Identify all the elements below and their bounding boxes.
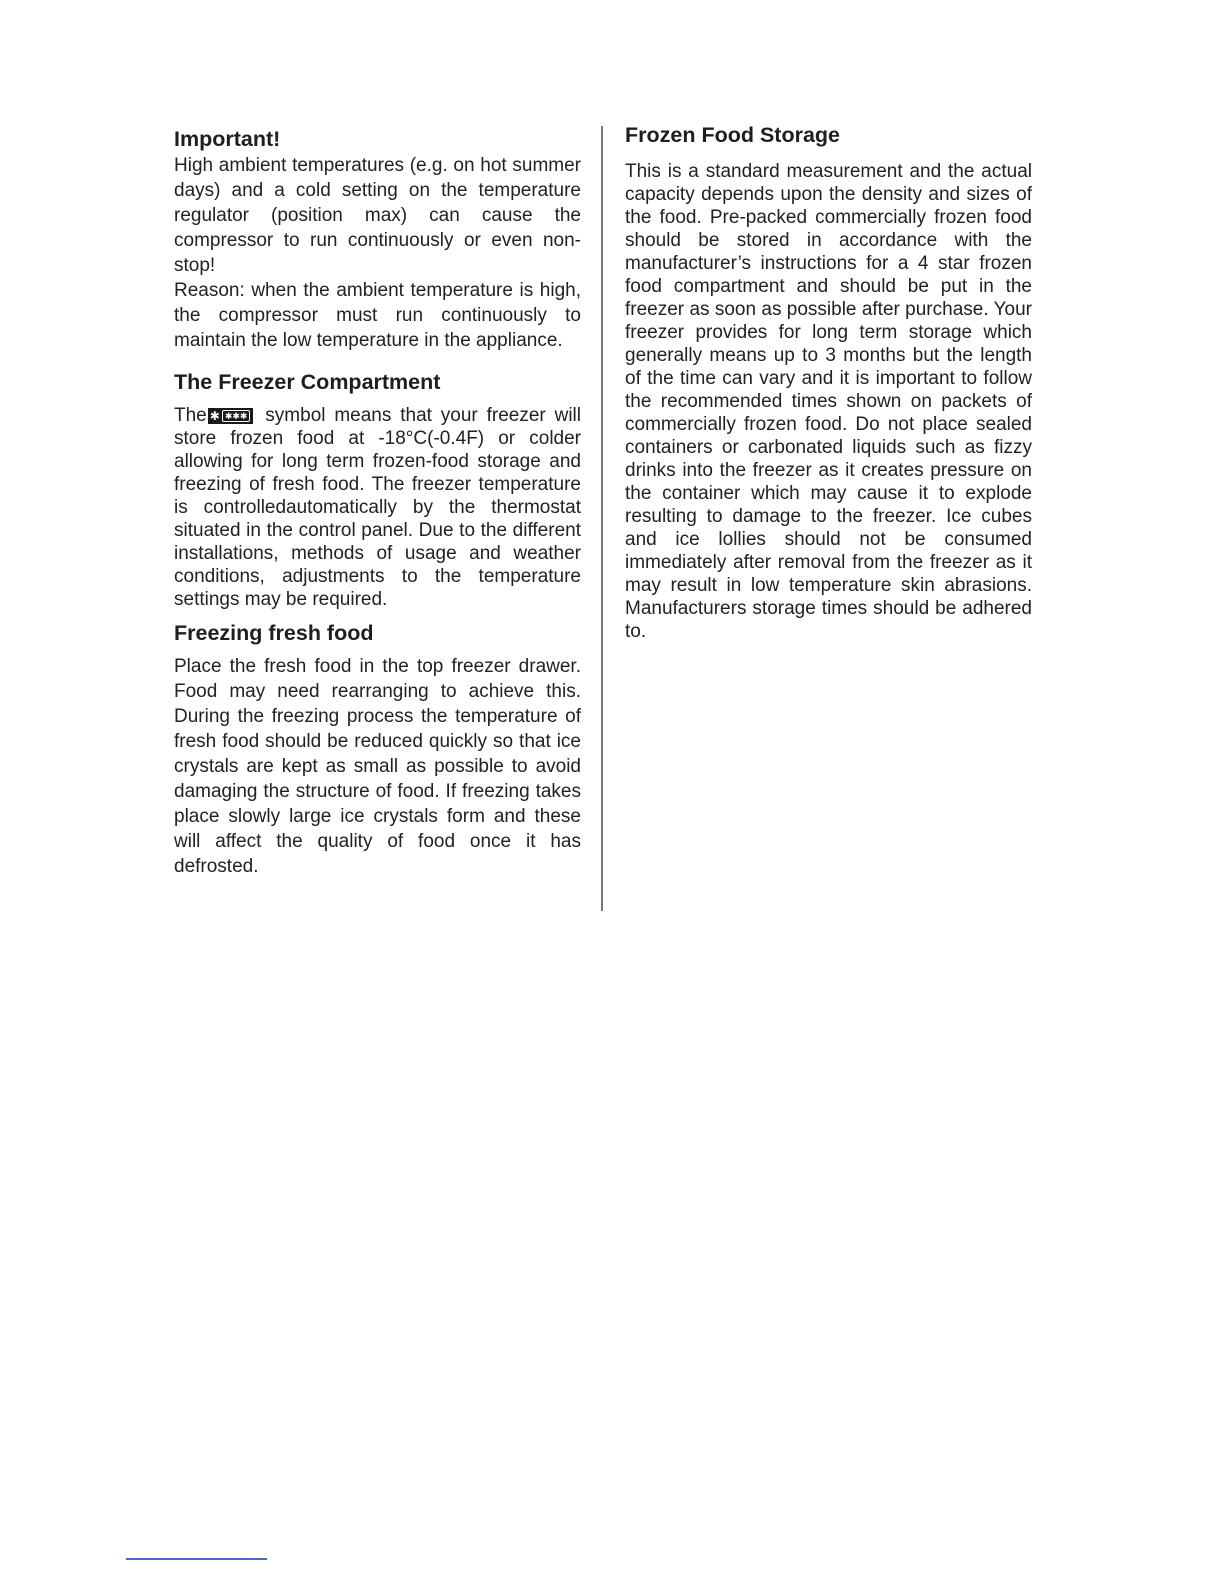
freezer-compartment-heading: The Freezer Compartment (174, 370, 441, 394)
column-divider (601, 126, 603, 911)
important-heading: Important! (174, 127, 281, 151)
freezer-compartment-paragraph (174, 404, 581, 611)
three-stars-icon: ✱✱✱ (222, 410, 251, 422)
compartment-text-rest: symbol means that your freezer will store frozen food at -18°C(-0.4F) or colder allowing for long term frozen-food storage and freezing of fresh food. The freezer temperature is controlledautomatically by the thermostat situated in the control panel. Due to the different installations, methods of usage and weather conditions, adjustments to the temperature settings may be required. (174, 405, 581, 610)
compartment-text-start: The (174, 405, 207, 426)
four-star-freezer-icon (208, 408, 254, 424)
reason-paragraph: Reason: when the ambient temperature is high, the compressor must run continuously to maintain the low temperature in the appliance. (174, 280, 581, 351)
right-column (625, 120, 1032, 643)
important-paragraph: High ambient temperatures (e.g. on hot summer days) and a cold setting on the temperature regulator (position max) can cause the compressor to run continuously or even non-stop! (174, 155, 581, 276)
left-column (174, 120, 581, 879)
frozen-food-storage-paragraph: This is a standard measurement and the actual capacity depends upon the density and sizes of the food. Pre-packed commercially frozen food should be stored in accordance with the manufacturer’s instructions for a 4 star frozen food compartment and should be put in the freezer as soon as possible after purchase. Your freezer provides for long term storage which generally means up to 3 months but the length of the time can vary and it is important to follow the recommended times shown on packets of commercially frozen food. Do not place sealed containers or carbonated liquids such as fizzy drinks into the freezer as it creates pressure on the container which may cause it to explode resulting to damage to the freezer. Ice cubes and ice lollies should not be consumed immediately after removal from the freezer as it may result in low temperature skin abrasions. Manufacturers storage times should be adhered to. (625, 161, 1032, 642)
freezing-fresh-food-paragraph: Place the fresh food in the top freezer drawer. Food may need rearranging to achieve this. During the freezing process the temperature of fresh food should be reduced quickly so that ice crystals are kept as small as possible to avoid damaging the structure of food. If freezing takes place slowly large ice crystals form and these will affect the quality of food once it has defrosted. (174, 656, 581, 877)
freezing-fresh-food-heading: Freezing fresh food (174, 621, 374, 645)
footer-rule (126, 1558, 267, 1560)
frozen-food-storage-heading: Frozen Food Storage (625, 123, 840, 147)
snowflake-icon: ✱ (209, 409, 220, 423)
